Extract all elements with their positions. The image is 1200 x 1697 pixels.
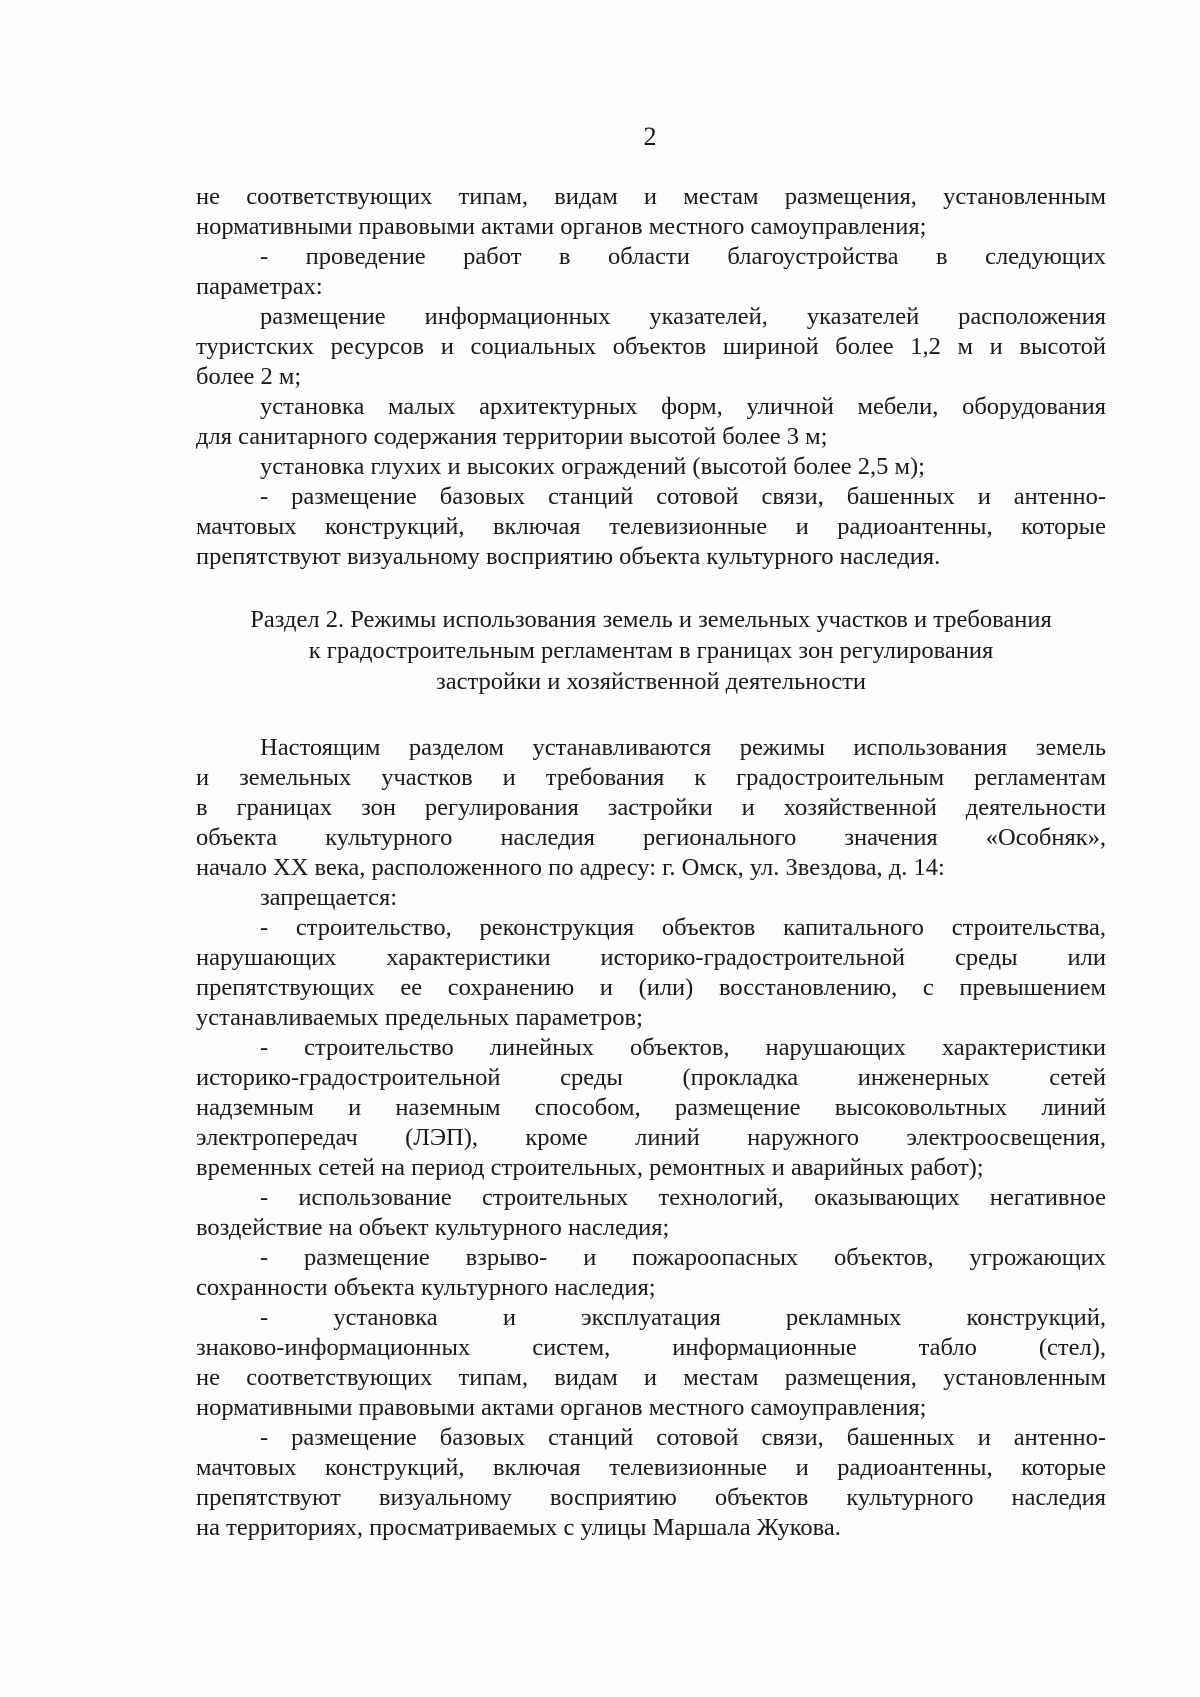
text-line: воздействие на объект культурного наследия; <box>196 1214 670 1241</box>
text-line: для санитарного содержания территории высотой более 3 м; <box>196 423 828 450</box>
text-line: - размещение базовых станций сотовой связи, башенных и антенно- <box>260 483 1106 510</box>
page-number: 2 <box>643 122 657 151</box>
text-line: установка глухих и высоких ограждений (высотой более 2,5 м); <box>260 453 925 480</box>
text-line: - строительство, реконструкция объектов капитального строительства, <box>260 914 1106 941</box>
text-line: - размещение взрыво- и пожароопасных объектов, угрожающих <box>260 1244 1106 1271</box>
text-line: не соответствующих типам, видам и местам размещения, установленным <box>196 1364 1106 1391</box>
section-heading <box>196 604 1106 697</box>
text-line: объекта культурного наследия регионального значения «Особняк», <box>196 824 1106 851</box>
text-line: устанавливаемых предельных параметров; <box>196 1004 643 1031</box>
text-line: запрещается: <box>260 884 398 911</box>
section-heading-line: застройки и хозяйственной деятельности <box>436 668 866 695</box>
text-line: электропередач (ЛЭП), кроме линий наружного электроосвещения, <box>196 1124 1106 1151</box>
text-line: мачтовых конструкций, включая телевизионные и радиоантенны, которые <box>196 1454 1106 1481</box>
text-line: туристских ресурсов и социальных объектов шириной более 1,2 м и высотой <box>196 333 1106 360</box>
text-line: в границах зон регулирования застройки и хозяйственной деятельности <box>196 794 1106 821</box>
text-line: Настоящим разделом устанавливаются режимы использования земель <box>260 734 1106 761</box>
text-line: установка малых архитектурных форм, уличной мебели, оборудования <box>260 393 1106 420</box>
text-line: препятствующих ее сохранению и (или) восстановлению, с превышением <box>196 974 1106 1001</box>
text-line: препятствуют визуальному восприятию объектов культурного наследия <box>196 1484 1106 1511</box>
text-line: параметрах: <box>196 273 323 300</box>
section-heading-line: Раздел 2. Режимы использования земель и земельных участков и требования <box>250 606 1052 633</box>
text-line: - установка и эксплуатация рекламных конструкций, <box>260 1304 1106 1331</box>
text-line: нарушающих характеристики историко-градостроительной среды или <box>196 944 1106 971</box>
document-body <box>196 182 1106 1543</box>
text-line: не соответствующих типам, видам и местам размещения, установленным <box>196 183 1106 210</box>
text-line: начало XX века, расположенного по адресу: г. Омск, ул. Звездова, д. 14: <box>196 854 945 881</box>
text-line: знаково-информационных систем, информационные табло (стел), <box>196 1334 1106 1361</box>
section-heading-line: к градостроительным регламентам в границах зон регулирования <box>308 637 994 664</box>
text-line: - размещение базовых станций сотовой связи, башенных и антенно- <box>260 1424 1106 1451</box>
text-line: - проведение работ в области благоустройства в следующих <box>260 243 1106 270</box>
text-line: размещение информационных указателей, указателей расположения <box>260 303 1106 330</box>
text-line: - строительство линейных объектов, нарушающих характеристики <box>260 1034 1106 1061</box>
text-line: сохранности объекта культурного наследия; <box>196 1274 656 1301</box>
text-line: историко-градостроительной среды (прокладка инженерных сетей <box>196 1064 1106 1091</box>
text-line: и земельных участков и требования к градостроительным регламентам <box>196 764 1106 791</box>
text-line: более 2 м; <box>196 363 302 390</box>
text-line: временных сетей на период строительных, ремонтных и аварийных работ); <box>196 1154 984 1181</box>
text-line: нормативными правовыми актами органов местного самоуправления; <box>196 213 927 240</box>
text-line: нормативными правовыми актами органов местного самоуправления; <box>196 1394 927 1421</box>
text-line: - использование строительных технологий, оказывающих негативное <box>260 1184 1106 1211</box>
text-line: мачтовых конструкций, включая телевизионные и радиоантенны, которые <box>196 513 1106 540</box>
text-line: надземным и наземным способом, размещение высоковольтных линий <box>196 1094 1106 1121</box>
text-line: препятствуют визуальному восприятию объекта культурного наследия. <box>196 543 941 570</box>
text-line: на территориях, просматриваемых с улицы Маршала Жукова. <box>196 1514 841 1541</box>
